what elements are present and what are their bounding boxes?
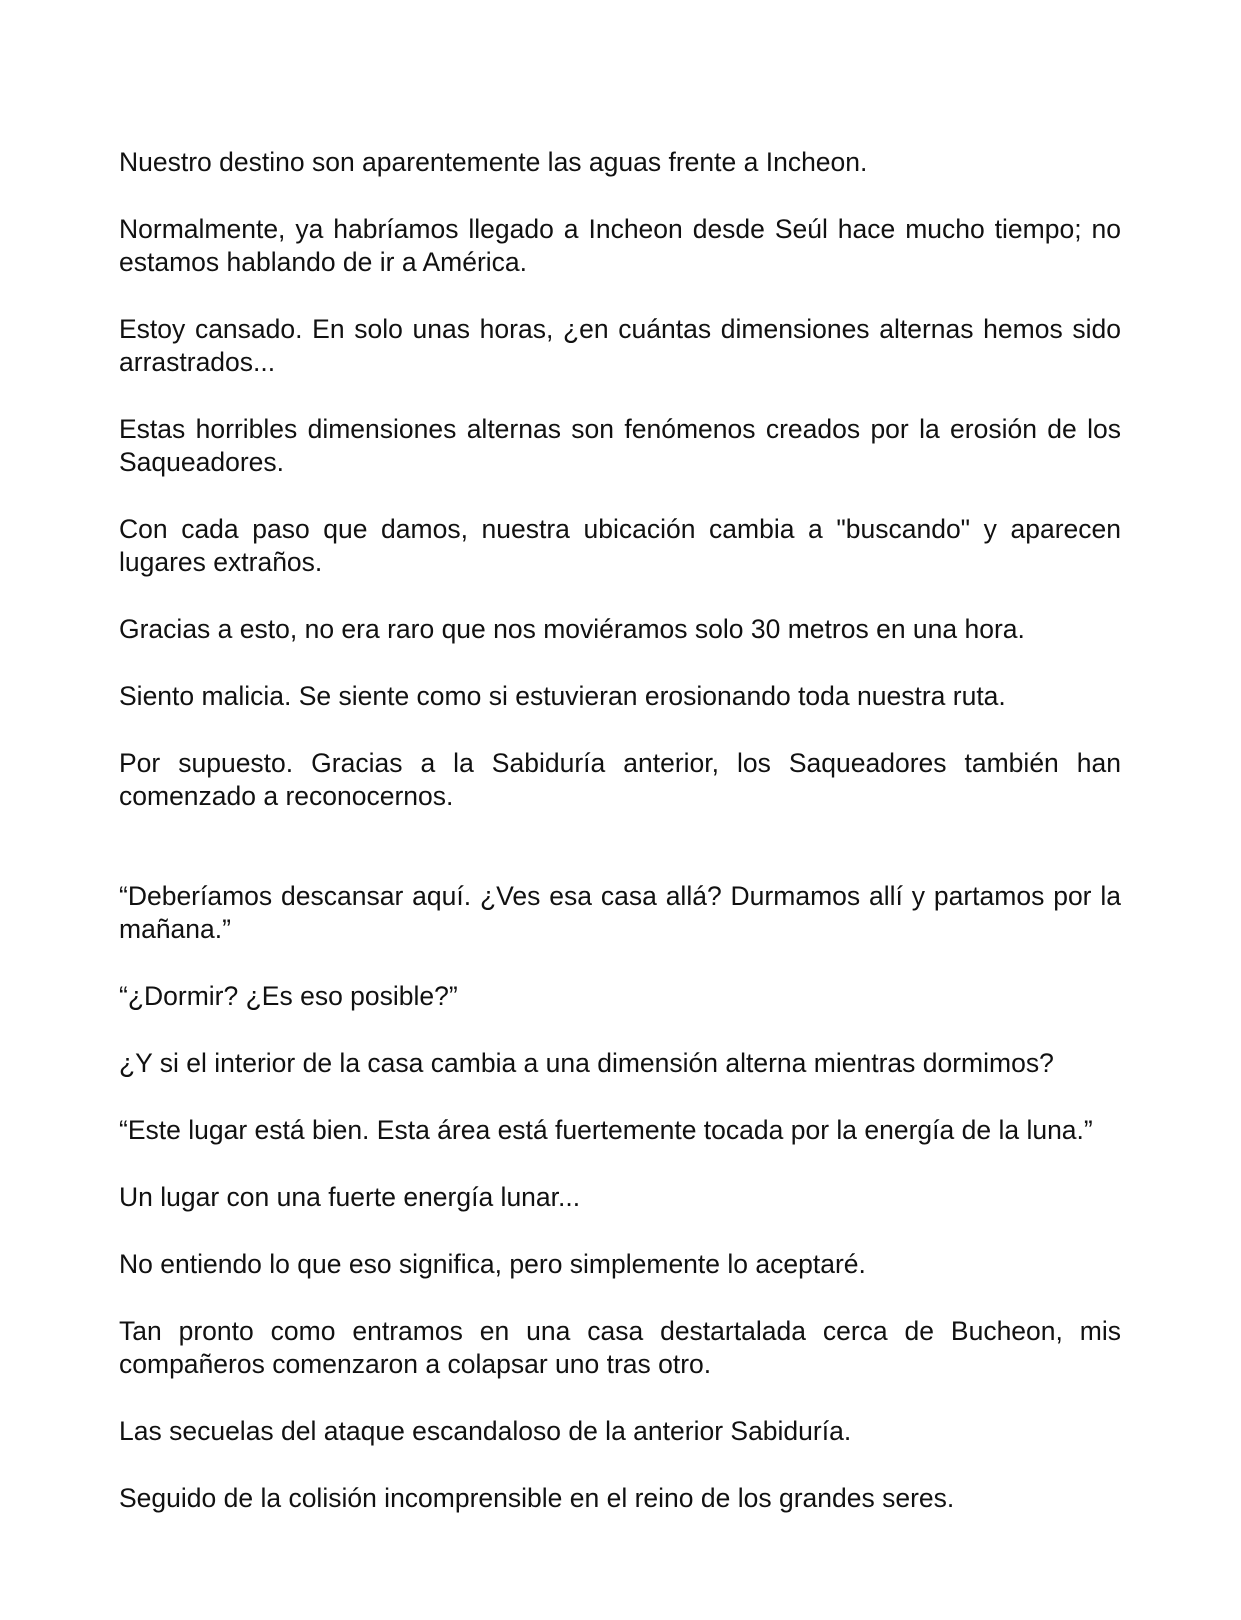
section-gap xyxy=(119,847,1121,880)
paragraph: Con cada paso que damos, nuestra ubicación cambia a "buscando" y aparecen lugares extraños. xyxy=(119,514,1121,577)
paragraph: “Este lugar está bien. Esta área está fuertemente tocada por la energía de la luna.” xyxy=(119,1115,1093,1145)
paragraph: No entiendo lo que eso significa, pero simplemente lo aceptaré. xyxy=(119,1249,866,1279)
paragraph: Tan pronto como entramos en una casa destartalada cerca de Bucheon, mis compañeros comenzaron a colapsar uno tras otro. xyxy=(119,1316,1121,1379)
paragraph: Nuestro destino son aparentemente las aguas frente a Incheon. xyxy=(119,147,868,177)
paragraph: Gracias a esto, no era raro que nos moviéramos solo 30 metros en una hora. xyxy=(119,614,1025,644)
paragraph: Un lugar con una fuerte energía lunar... xyxy=(119,1182,581,1212)
paragraph: Estoy cansado. En solo unas horas, ¿en cuántas dimensiones alternas hemos sido arrastrados... xyxy=(119,314,1121,377)
paragraph: Por supuesto. Gracias a la Sabiduría anterior, los Saqueadores también han comenzado a reconocernos. xyxy=(119,748,1121,811)
paragraph: Estas horribles dimensiones alternas son fenómenos creados por la erosión de los Saqueadores. xyxy=(119,414,1121,477)
paragraph: Normalmente, ya habríamos llegado a Incheon desde Seúl hace mucho tiempo; no estamos hablando de ir a América. xyxy=(119,214,1121,277)
document-body xyxy=(119,146,1121,1549)
paragraph: ¿Y si el interior de la casa cambia a una dimensión alterna mientras dormimos? xyxy=(119,1048,1054,1078)
paragraph: “¿Dormir? ¿Es eso posible?” xyxy=(119,981,458,1011)
paragraph: Seguido de la colisión incomprensible en el reino de los grandes seres. xyxy=(119,1483,955,1513)
paragraph: Las secuelas del ataque escandaloso de la anterior Sabiduría. xyxy=(119,1416,852,1446)
paragraph: Siento malicia. Se siente como si estuvieran erosionando toda nuestra ruta. xyxy=(119,681,1006,711)
paragraph: “Deberíamos descansar aquí. ¿Ves esa casa allá? Durmamos allí y partamos por la mañana.” xyxy=(119,881,1121,944)
